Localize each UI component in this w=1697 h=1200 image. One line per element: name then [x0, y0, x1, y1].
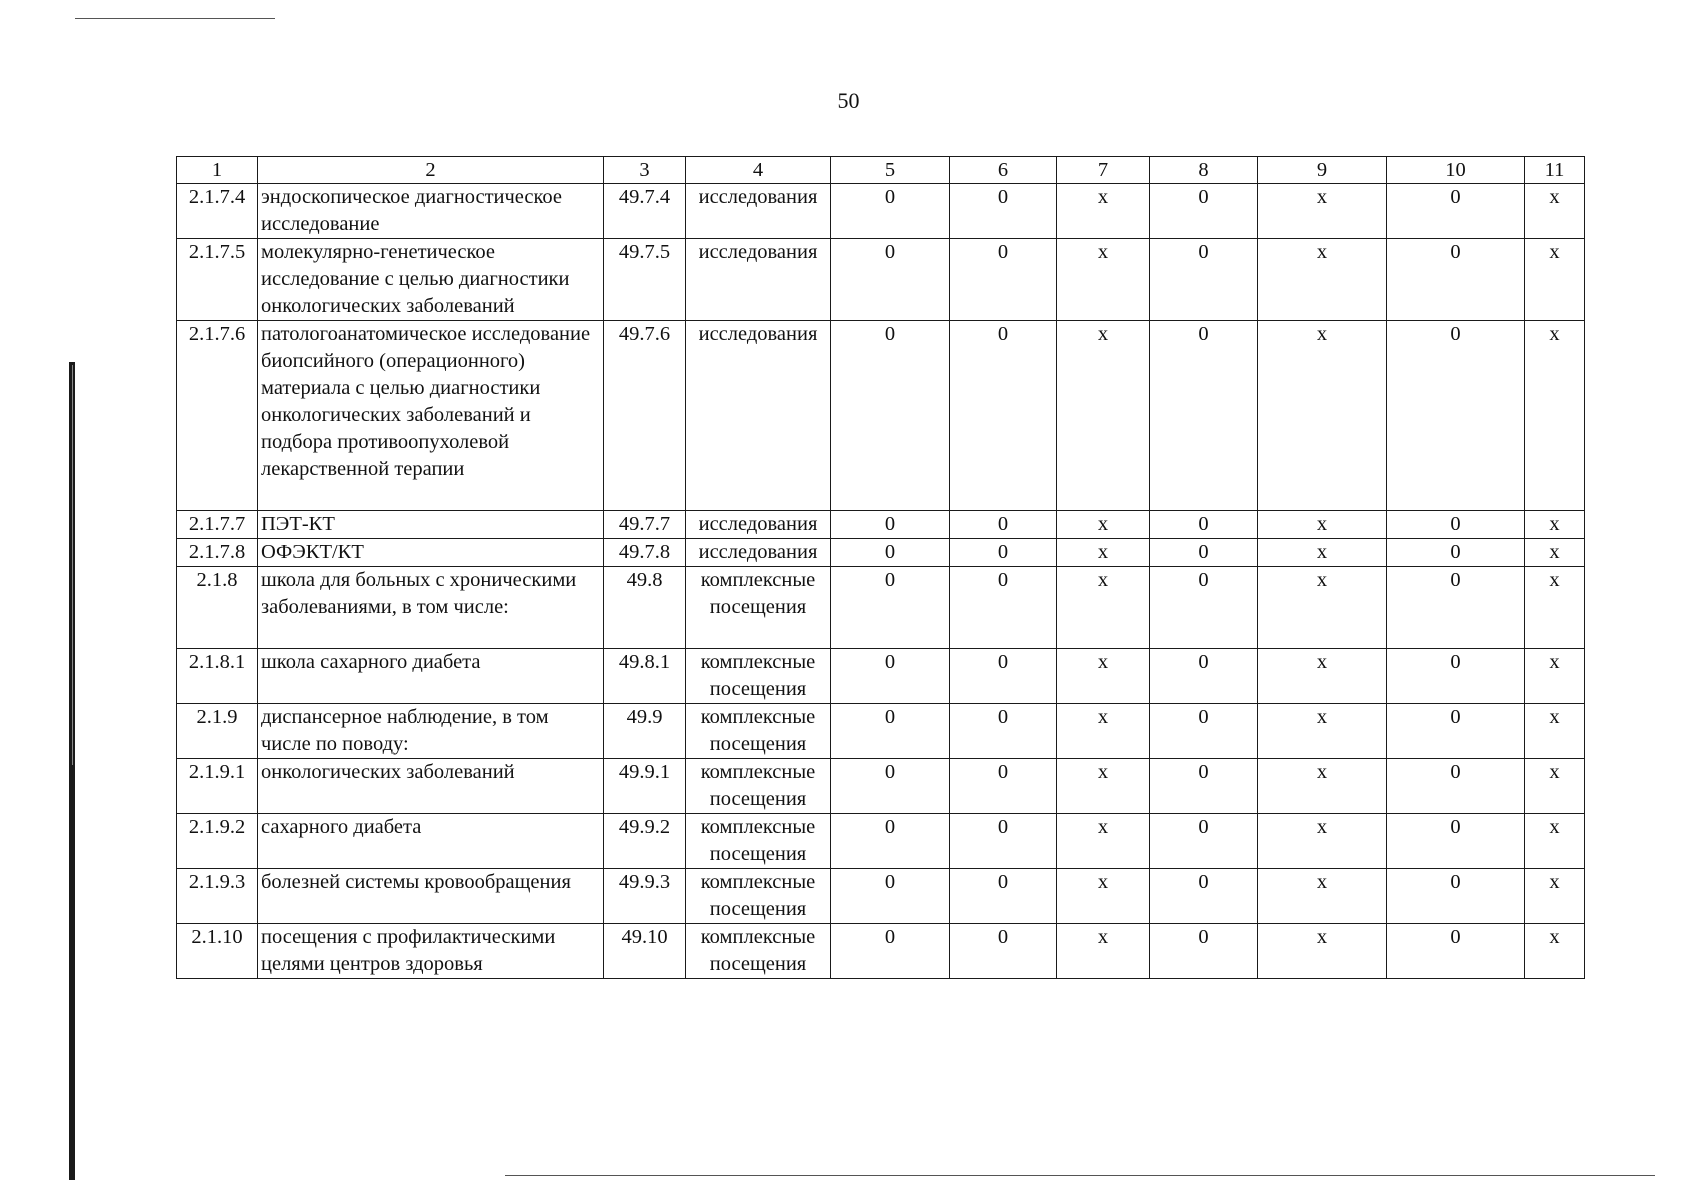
row-value: 0 — [1387, 869, 1525, 924]
row-value: х — [1525, 511, 1585, 539]
row-unit: комплексные посещения — [686, 924, 831, 979]
row-value: 0 — [1150, 539, 1258, 567]
row-value: 0 — [831, 321, 950, 511]
row-value: 0 — [1150, 814, 1258, 869]
row-value: 0 — [950, 814, 1057, 869]
row-value: х — [1525, 924, 1585, 979]
row-unit: исследования — [686, 184, 831, 239]
row-value: х — [1258, 184, 1387, 239]
row-line-number: 49.8 — [604, 567, 686, 649]
bottom-rule — [505, 1175, 1655, 1176]
row-value: 0 — [831, 511, 950, 539]
row-unit: комплексные посещения — [686, 869, 831, 924]
row-name: патологоанатомическое исследование биопсийного (операционного) материала с целью диагностики онкологических заболеваний и подбора противоопухолевой лекарственной терапии — [258, 321, 604, 511]
row-value: х — [1258, 321, 1387, 511]
row-value: х — [1258, 539, 1387, 567]
header-cell: 11 — [1525, 157, 1585, 184]
row-value: х — [1525, 759, 1585, 814]
row-value: 0 — [950, 239, 1057, 321]
header-cell: 10 — [1387, 157, 1525, 184]
table-row — [177, 924, 1585, 979]
row-unit: комплексные посещения — [686, 567, 831, 649]
row-value: 0 — [1387, 184, 1525, 239]
row-name: посещения с профилактическими целями центров здоровья — [258, 924, 604, 979]
row-value: х — [1258, 759, 1387, 814]
row-value: 0 — [1150, 704, 1258, 759]
row-line-number: 49.9 — [604, 704, 686, 759]
row-line-number: 49.7.8 — [604, 539, 686, 567]
row-code: 2.1.7.8 — [177, 539, 258, 567]
row-value: х — [1258, 704, 1387, 759]
row-value: х — [1057, 869, 1150, 924]
row-value: 0 — [1387, 539, 1525, 567]
row-unit: комплексные посещения — [686, 814, 831, 869]
table-row — [177, 184, 1585, 239]
row-line-number: 49.7.4 — [604, 184, 686, 239]
row-value: 0 — [950, 924, 1057, 979]
row-value: 0 — [1150, 239, 1258, 321]
header-cell: 7 — [1057, 157, 1150, 184]
table-row — [177, 649, 1585, 704]
row-line-number: 49.7.7 — [604, 511, 686, 539]
row-value: 0 — [1387, 704, 1525, 759]
row-value: 0 — [1150, 511, 1258, 539]
row-line-number: 49.10 — [604, 924, 686, 979]
row-value: 0 — [831, 924, 950, 979]
row-value: 0 — [831, 539, 950, 567]
row-unit: исследования — [686, 239, 831, 321]
row-value: 0 — [1150, 321, 1258, 511]
row-value: 0 — [1387, 239, 1525, 321]
row-value: 0 — [831, 814, 950, 869]
row-value: х — [1525, 814, 1585, 869]
row-value: х — [1525, 649, 1585, 704]
row-value: 0 — [1150, 649, 1258, 704]
row-value: 0 — [950, 539, 1057, 567]
row-value: 0 — [831, 649, 950, 704]
row-line-number: 49.9.2 — [604, 814, 686, 869]
row-unit: комплексные посещения — [686, 704, 831, 759]
row-value: х — [1057, 184, 1150, 239]
row-value: х — [1525, 567, 1585, 649]
row-value: 0 — [950, 759, 1057, 814]
row-value: х — [1525, 704, 1585, 759]
table-row — [177, 321, 1585, 511]
row-value: х — [1258, 924, 1387, 979]
row-value: х — [1057, 704, 1150, 759]
row-code: 2.1.7.5 — [177, 239, 258, 321]
row-value: х — [1258, 869, 1387, 924]
row-name: ПЭТ-КТ — [258, 511, 604, 539]
row-unit: комплексные посещения — [686, 649, 831, 704]
header-cell: 2 — [258, 157, 604, 184]
row-code: 2.1.9.1 — [177, 759, 258, 814]
table-body — [177, 157, 1585, 979]
row-value: 0 — [1150, 184, 1258, 239]
row-value: 0 — [950, 184, 1057, 239]
row-name: эндоскопическое диагностическое исследование — [258, 184, 604, 239]
row-code: 2.1.10 — [177, 924, 258, 979]
table-row — [177, 814, 1585, 869]
row-value: 0 — [831, 704, 950, 759]
row-value: х — [1525, 321, 1585, 511]
row-value: х — [1057, 759, 1150, 814]
table-row — [177, 759, 1585, 814]
row-name: диспансерное наблюдение, в том числе по поводу: — [258, 704, 604, 759]
page-number: 50 — [837, 88, 860, 113]
row-value: 0 — [831, 184, 950, 239]
row-value: 0 — [1150, 759, 1258, 814]
header-cell: 1 — [177, 157, 258, 184]
row-code: 2.1.9.2 — [177, 814, 258, 869]
row-unit: исследования — [686, 511, 831, 539]
row-value: х — [1525, 239, 1585, 321]
row-unit: исследования — [686, 321, 831, 511]
row-value: 0 — [1150, 869, 1258, 924]
row-value: х — [1057, 511, 1150, 539]
row-value: 0 — [1387, 567, 1525, 649]
row-value: х — [1057, 649, 1150, 704]
row-value: 0 — [1387, 924, 1525, 979]
row-value: х — [1258, 239, 1387, 321]
row-value: 0 — [1387, 511, 1525, 539]
row-code: 2.1.8 — [177, 567, 258, 649]
row-line-number: 49.7.5 — [604, 239, 686, 321]
row-value: 0 — [1387, 814, 1525, 869]
row-line-number: 49.9.1 — [604, 759, 686, 814]
row-value: х — [1057, 814, 1150, 869]
row-code: 2.1.8.1 — [177, 649, 258, 704]
table-row — [177, 869, 1585, 924]
row-name: сахарного диабета — [258, 814, 604, 869]
header-cell: 8 — [1150, 157, 1258, 184]
row-value: 0 — [950, 704, 1057, 759]
row-value: х — [1057, 567, 1150, 649]
row-value: 0 — [1150, 567, 1258, 649]
row-value: 0 — [950, 321, 1057, 511]
row-line-number: 49.9.3 — [604, 869, 686, 924]
table-row — [177, 239, 1585, 321]
row-value: х — [1525, 869, 1585, 924]
header-row — [177, 157, 1585, 184]
header-cell: 4 — [686, 157, 831, 184]
row-line-number: 49.7.6 — [604, 321, 686, 511]
row-value: х — [1258, 511, 1387, 539]
row-value: х — [1057, 321, 1150, 511]
header-cell: 5 — [831, 157, 950, 184]
row-code: 2.1.9.3 — [177, 869, 258, 924]
row-code: 2.1.7.4 — [177, 184, 258, 239]
row-value: 0 — [831, 567, 950, 649]
row-name: молекулярно-генетическое исследование с целью диагностики онкологических заболеваний — [258, 239, 604, 321]
top-rule — [75, 18, 275, 19]
row-value: 0 — [950, 567, 1057, 649]
row-value: 0 — [950, 511, 1057, 539]
header-cell: 9 — [1258, 157, 1387, 184]
row-value: х — [1057, 239, 1150, 321]
table-row — [177, 704, 1585, 759]
row-value: х — [1258, 567, 1387, 649]
row-value: 0 — [831, 239, 950, 321]
row-name: школа сахарного диабета — [258, 649, 604, 704]
margin-line — [72, 365, 73, 765]
row-name: школа для больных с хроническими заболеваниями, в том числе: — [258, 567, 604, 649]
row-value: х — [1057, 539, 1150, 567]
row-code: 2.1.9 — [177, 704, 258, 759]
row-value: х — [1525, 539, 1585, 567]
row-value: 0 — [1387, 649, 1525, 704]
row-code: 2.1.7.6 — [177, 321, 258, 511]
row-value: 0 — [1150, 924, 1258, 979]
row-value: 0 — [950, 649, 1057, 704]
row-value: 0 — [950, 869, 1057, 924]
table-row — [177, 567, 1585, 649]
row-value: х — [1057, 924, 1150, 979]
header-cell: 3 — [604, 157, 686, 184]
row-code: 2.1.7.7 — [177, 511, 258, 539]
row-name: болезней системы кровообращения — [258, 869, 604, 924]
row-value: х — [1258, 649, 1387, 704]
row-value: х — [1258, 814, 1387, 869]
row-name: онкологических заболеваний — [258, 759, 604, 814]
row-value: х — [1525, 184, 1585, 239]
row-unit: исследования — [686, 539, 831, 567]
row-value: 0 — [831, 759, 950, 814]
row-value: 0 — [1387, 321, 1525, 511]
table-row — [177, 539, 1585, 567]
row-value: 0 — [1387, 759, 1525, 814]
header-cell: 6 — [950, 157, 1057, 184]
row-value: 0 — [831, 869, 950, 924]
table-row — [177, 511, 1585, 539]
row-unit: комплексные посещения — [686, 759, 831, 814]
row-name: ОФЭКТ/КТ — [258, 539, 604, 567]
data-table — [176, 156, 1585, 979]
row-line-number: 49.8.1 — [604, 649, 686, 704]
